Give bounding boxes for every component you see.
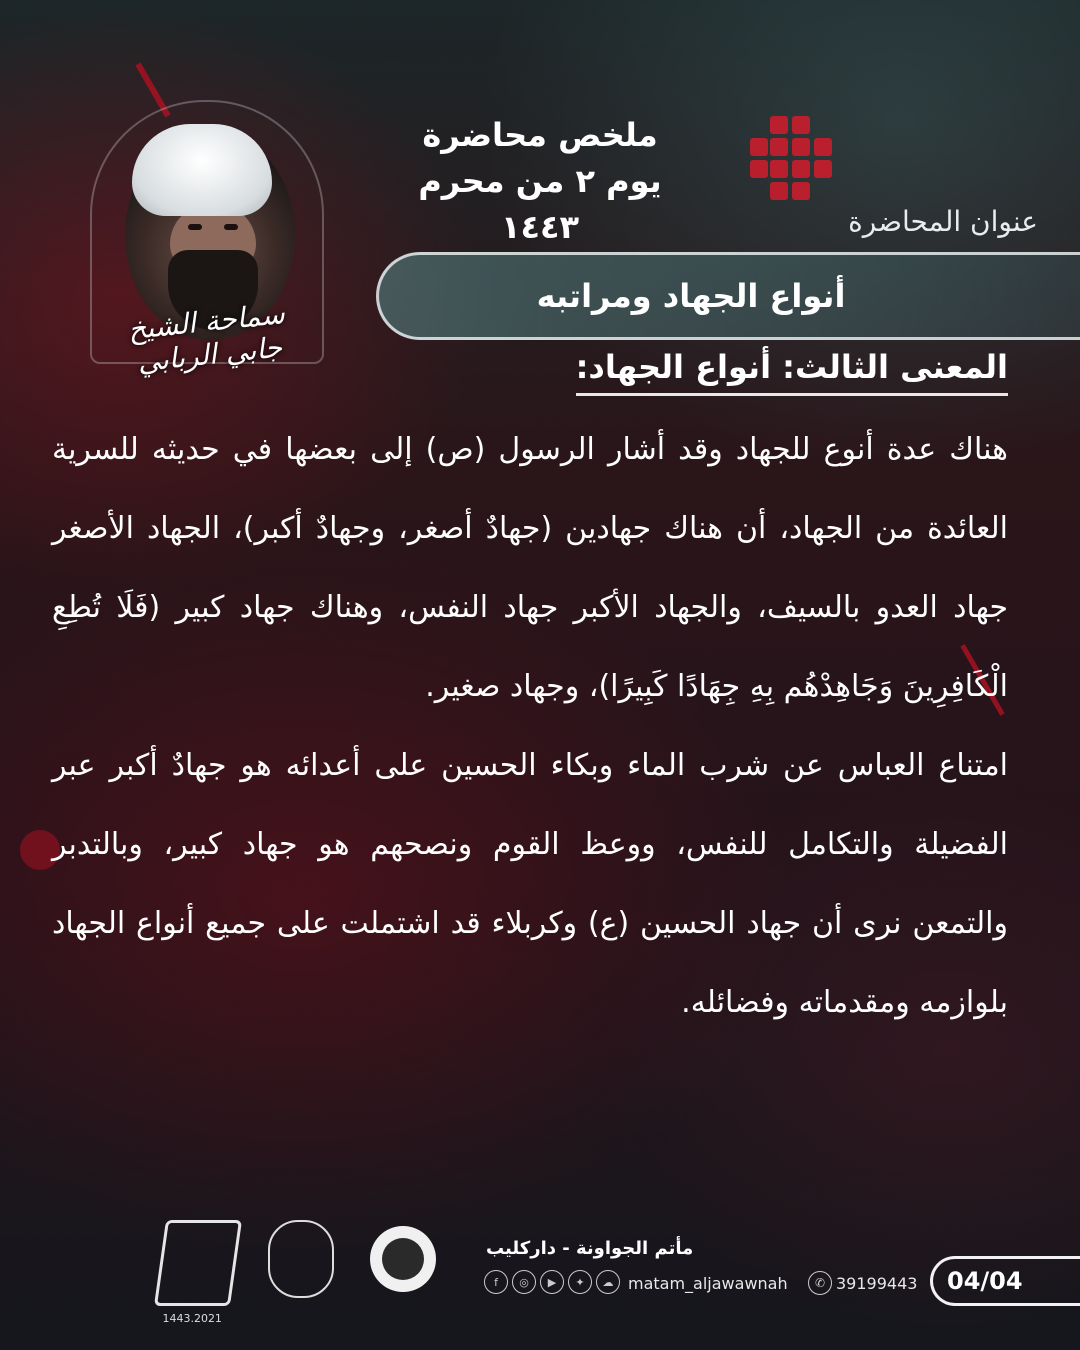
org-name: مأتم الجواونة - داركليب bbox=[486, 1238, 694, 1259]
soundcloud-icon[interactable]: ☁ bbox=[596, 1270, 620, 1294]
social-handle[interactable]: matam_aljawawnah bbox=[628, 1274, 788, 1293]
body-paragraph-1: هناك عدة أنوع للجهاد وقد أشار الرسول (ص) إلى بعضها في حديثه للسرية العائدة من الجهاد، أن هناك جهادين (جهادٌ أصغر، وجهادٌ أكبر)، الجهاد الأصغر جهاد العدو بالسيف، والجهاد الأكبر جهاد النفس، وهناك جهاد كبير (فَلَا تُطِعِ الْكَافِرِينَ وَجَاهِدْهُم بِهِ جِهَادًا كَبِيرًا)، وجهاد صغير. bbox=[52, 432, 1008, 704]
youtube-icon[interactable]: ▶ bbox=[540, 1270, 564, 1294]
instagram-icon[interactable]: ◎ bbox=[512, 1270, 536, 1294]
calligraphy-logo-icon bbox=[154, 1220, 242, 1325]
speaker-portrait bbox=[90, 100, 320, 390]
whatsapp-icon: ✆ bbox=[808, 1271, 832, 1295]
header-title bbox=[380, 112, 700, 250]
portrait-eye bbox=[188, 224, 202, 230]
lecture-title-label: عنوان المحاضرة bbox=[848, 205, 1038, 238]
lecture-title-banner bbox=[376, 252, 1080, 340]
header-line-1: ملخص محاضرة bbox=[422, 116, 658, 154]
footer bbox=[0, 1200, 1080, 1350]
portrait-turban bbox=[132, 124, 272, 216]
facebook-icon[interactable]: f bbox=[484, 1270, 508, 1294]
twitter-icon[interactable]: ✦ bbox=[568, 1270, 592, 1294]
social-icons bbox=[484, 1270, 620, 1294]
section-subheading: المعنى الثالث: أنواع الجهاد: bbox=[576, 345, 1008, 396]
emblem-logo-icon bbox=[268, 1220, 338, 1300]
page-indicator bbox=[930, 1256, 1080, 1306]
lecture-title: أنواع الجهاد ومراتبه bbox=[536, 277, 846, 315]
logo-year: 1443.2021 bbox=[162, 1312, 222, 1325]
header-line-2: يوم ٢ من محرم ١٤٤٣ bbox=[418, 162, 662, 246]
body-paragraph-2: امتناع العباس عن شرب الماء وبكاء الحسين على أعدائه هو جهادٌ أكبر عبر الفضيلة والتكامل للنفس، ووعظ القوم ونصحهم هو جهاد كبير، وبالتدبر والتمعن نرى أن جهاد الحسين (ع) وكربلاء قد اشتملت على جميع أنواع الجهاد بلوازمه ومقدماته وفضائله. bbox=[52, 748, 1008, 1020]
portrait-eye bbox=[224, 224, 238, 230]
speaker-signature: سماحة الشيخ جابي الربابي bbox=[126, 296, 287, 379]
phone-number[interactable]: 39199443 bbox=[836, 1274, 918, 1293]
grid-emblem-icon bbox=[740, 112, 840, 208]
body-text bbox=[52, 410, 1008, 1042]
page-number: 04/04 bbox=[947, 1267, 1023, 1295]
matam-logo-icon bbox=[368, 1220, 438, 1300]
